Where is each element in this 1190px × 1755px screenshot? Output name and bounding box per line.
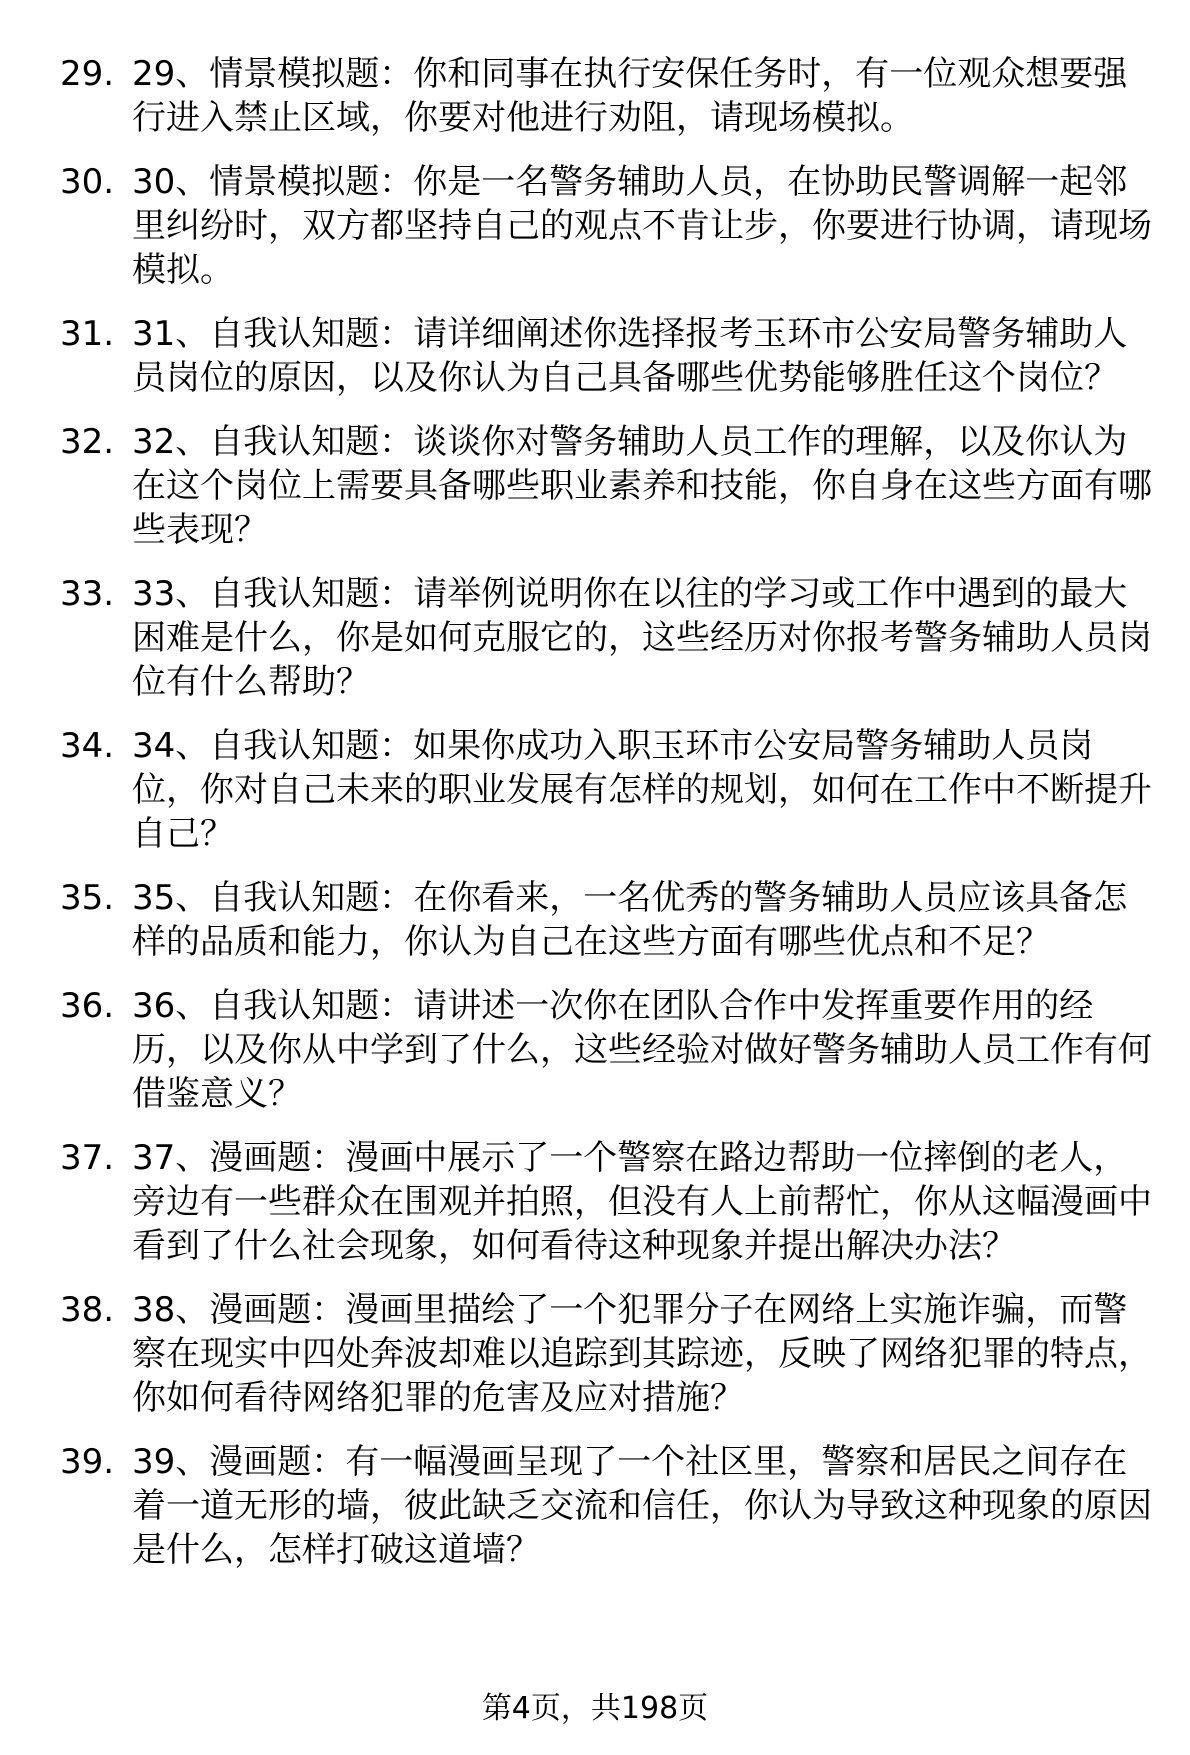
question-text: 38、漫画题：漫画里描绘了一个犯罪分子在网络上实施诈骗，而警察在现实中四处奔波却难以追踪到其踪迹，反映了网络犯罪的特点，你如何看待网络犯罪的危害及应对措施？ xyxy=(132,1290,1152,1418)
question-number: 32. xyxy=(60,422,115,462)
question-number: 31. xyxy=(60,314,115,354)
question-item-33 xyxy=(60,572,1160,704)
question-text: 32、自我认知题：谈谈你对警务辅助人员工作的理解，以及你认为在这个岗位上需要具备哪些职业素养和技能，你自身在这些方面有哪些表现？ xyxy=(132,422,1152,550)
question-item-38 xyxy=(60,1288,1160,1420)
question-number: 33. xyxy=(60,574,115,614)
question-number: 36. xyxy=(60,986,115,1026)
question-text: 36、自我认知题：请讲述一次你在团队合作中发挥重要作用的经历，以及你从中学到了什么，这些经验对做好警务辅助人员工作有何借鉴意义？ xyxy=(132,986,1152,1114)
question-item-32 xyxy=(60,420,1160,552)
question-text: 37、漫画题：漫画中展示了一个警察在路边帮助一位摔倒的老人，旁边有一些群众在围观并拍照，但没有人上前帮忙，你从这幅漫画中看到了什么社会现象，如何看待这种现象并提出解决办法？ xyxy=(132,1138,1152,1266)
question-item-31 xyxy=(60,312,1160,400)
question-text: 31、自我认知题：请详细阐述你选择报考玉环市公安局警务辅助人员岗位的原因，以及你认为自己具备哪些优势能够胜任这个岗位？ xyxy=(132,314,1128,398)
question-number: 35. xyxy=(60,878,115,918)
question-text: 33、自我认知题：请举例说明你在以往的学习或工作中遇到的最大困难是什么，你是如何克服它的，这些经历对你报考警务辅助人员岗位有什么帮助？ xyxy=(132,574,1152,702)
question-number: 30. xyxy=(60,162,115,202)
question-item-37 xyxy=(60,1136,1160,1268)
question-text: 29、情景模拟题：你和同事在执行安保任务时，有一位观众想要强行进入禁止区域，你要对他进行劝阻，请现场模拟。 xyxy=(132,54,1128,138)
question-text: 35、自我认知题：在你看来，一名优秀的警务辅助人员应该具备怎样的品质和能力，你认为自己在这些方面有哪些优点和不足？ xyxy=(132,878,1128,962)
question-item-29 xyxy=(60,52,1160,140)
question-number: 38. xyxy=(60,1290,115,1330)
question-item-34 xyxy=(60,724,1160,856)
question-number: 29. xyxy=(60,54,115,94)
question-text: 30、情景模拟题：你是一名警务辅助人员，在协助民警调解一起邻里纠纷时，双方都坚持自己的观点不肯让步，你要进行协调，请现场模拟。 xyxy=(132,162,1152,290)
question-text: 39、漫画题：有一幅漫画呈现了一个社区里，警察和居民之间存在着一道无形的墙，彼此缺乏交流和信任，你认为导致这种现象的原因是什么，怎样打破这道墙？ xyxy=(132,1442,1152,1570)
question-item-30 xyxy=(60,160,1160,292)
page-number-label: 第4页，共198页 xyxy=(481,1691,709,1726)
question-text: 34、自我认知题：如果你成功入职玉环市公安局警务辅助人员岗位，你对自己未来的职业发展有怎样的规划，如何在工作中不断提升自己？ xyxy=(132,726,1152,854)
question-list xyxy=(60,52,1160,1592)
question-number: 39. xyxy=(60,1442,115,1482)
question-item-36 xyxy=(60,984,1160,1116)
page-footer xyxy=(0,1690,1190,1728)
question-item-35 xyxy=(60,876,1160,964)
question-number: 37. xyxy=(60,1138,115,1178)
question-number: 34. xyxy=(60,726,115,766)
question-item-39 xyxy=(60,1440,1160,1572)
